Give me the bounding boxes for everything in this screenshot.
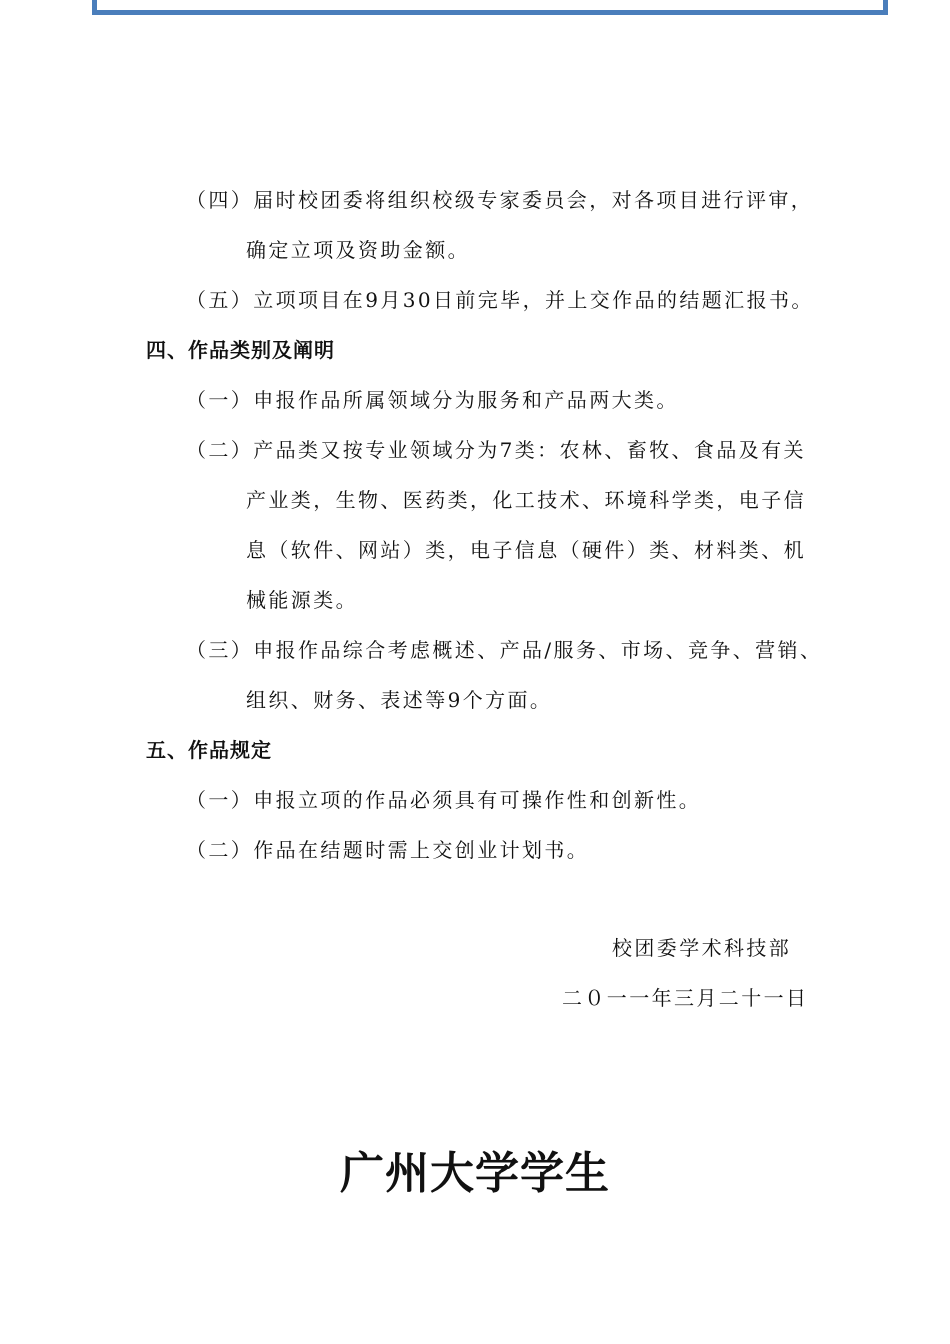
section-4-item-2-line-1: （二）产品类又按专业领域分为7类：农林、畜牧、食品及有关 xyxy=(186,438,806,462)
section-4-item-2-line-3: 息（软件、网站）类，电子信息（硬件）类、材料类、机 xyxy=(246,538,806,562)
page-border-frame xyxy=(92,0,888,15)
signature-date: 二０一一年三月二十一日 xyxy=(562,986,809,1010)
section-4-item-2-line-2: 产业类，生物、医药类，化工技术、环境科学类，电子信 xyxy=(246,488,806,512)
item-4-line-2: 确定立项及资助金额。 xyxy=(246,238,470,262)
signature-department: 校团委学术科技部 xyxy=(612,936,792,960)
item-4-line-1: （四）届时校团委将组织校级专家委员会，对各项目进行评审， xyxy=(186,188,814,212)
section-4-heading: 四、作品类别及阐明 xyxy=(146,338,335,362)
section-4-item-3-line-1: （三）申报作品综合考虑概述、产品/服务、市场、竞争、营销、 xyxy=(186,638,823,662)
section-5-item-2: （二）作品在结题时需上交创业计划书。 xyxy=(186,838,590,862)
section-5-item-1: （一）申报立项的作品必须具有可操作性和创新性。 xyxy=(186,788,702,812)
section-4-item-1: （一）申报作品所属领域分为服务和产品两大类。 xyxy=(186,388,679,412)
section-4-item-2-line-4: 械能源类。 xyxy=(246,588,358,612)
section-4-item-3-line-2: 组织、财务、表述等9个方面。 xyxy=(246,688,553,712)
next-page-title: 广州大学学生 xyxy=(340,1148,610,1199)
item-5: （五）立项项目在9月30日前完毕，并上交作品的结题汇报书。 xyxy=(186,288,814,312)
section-5-heading: 五、作品规定 xyxy=(146,738,272,762)
